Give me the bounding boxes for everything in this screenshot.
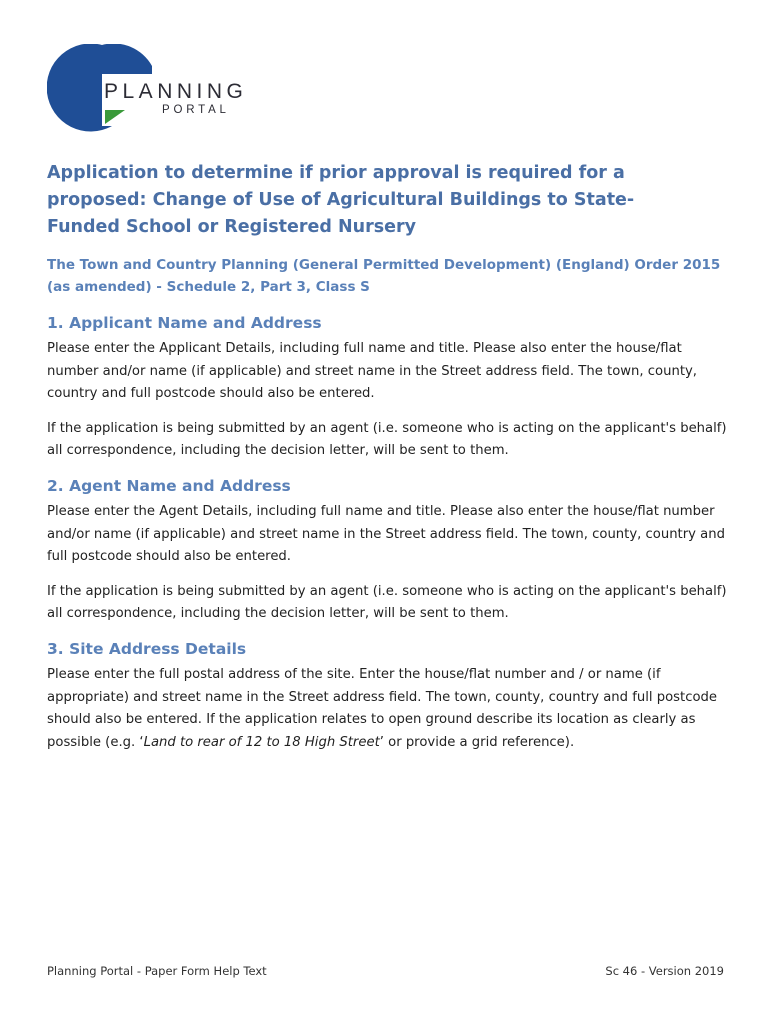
section-paragraph xyxy=(47,664,737,754)
section-paragraph: Please enter the Agent Details, including full name and title. Please also enter the house/flat number and/or name (if applicable) and street name in the Street address field. The town, county, country and full postcode should also be entered. xyxy=(47,504,725,564)
paragraph-text: ’ or provide a grid reference). xyxy=(379,734,575,750)
section-heading: 3. Site Address Details xyxy=(47,640,247,658)
paragraph-text: Please enter the full postal address of the site. Enter the house/flat number and / or name (if appropriate) and street name in the Street address field. The town, county, country and full postcode should also be entered. If the application relates to open ground describe its location as clearly as possible (e.g. ‘ xyxy=(47,667,717,750)
section-paragraph: Please enter the Applicant Details, including full name and title. Please also enter the house/flat number and/or name (if applicable) and street name in the Street address field. The town, county, country and full postcode should also be entered. xyxy=(47,341,697,401)
section-site-address xyxy=(47,640,737,766)
logo-text-planning: PLANNING xyxy=(104,80,248,103)
section-heading: 2. Agent Name and Address xyxy=(47,477,291,495)
logo-text-portal: PORTAL xyxy=(162,104,230,116)
page-subtitle: The Town and Country Planning (General Permitted Development) (England) Order 2015 (as amended) - Schedule 2, Part 3, Class S xyxy=(47,257,721,295)
section-paragraph: If the application is being submitted by an agent (i.e. someone who is acting on the applicant's behalf) all correspondence, including the decision letter, will be sent to them. xyxy=(47,420,727,458)
section-heading: 1. Applicant Name and Address xyxy=(47,314,322,332)
section-applicant xyxy=(47,314,737,475)
page-title: Application to determine if prior approval is required for a proposed: Change of Use of Agricultural Buildings to State-Funded School or Registered Nursery xyxy=(47,163,635,237)
section-agent xyxy=(47,477,737,638)
footer-left: Planning Portal - Paper Form Help Text xyxy=(47,964,267,978)
section-paragraph: If the application is being submitted by an agent (i.e. someone who is acting on the applicant's behalf) all correspondence, including the decision letter, will be sent to them. xyxy=(47,583,727,621)
footer-right: Sc 46 - Version 2019 xyxy=(605,964,724,978)
example-address: Land to rear of 12 to 18 High Street xyxy=(143,734,380,750)
